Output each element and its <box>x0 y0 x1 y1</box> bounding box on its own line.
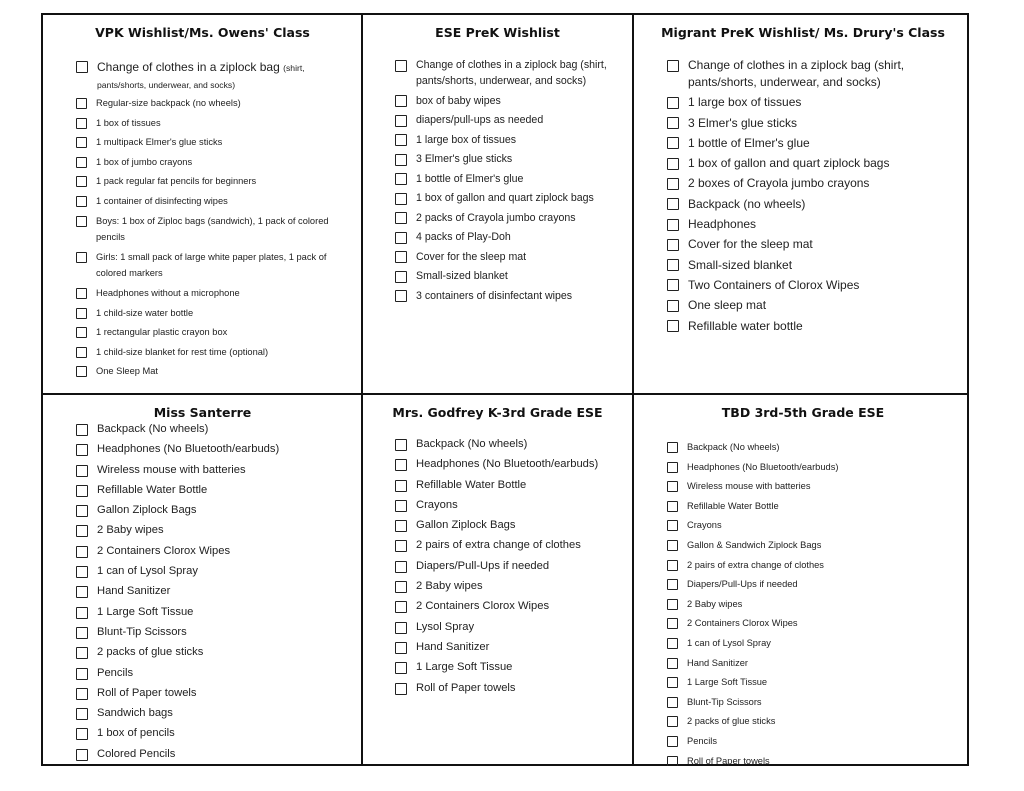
item-label: 2 pairs of extra change of clothes <box>687 559 824 570</box>
list-item <box>395 620 624 636</box>
checkbox[interactable] <box>395 251 407 263</box>
checkbox[interactable] <box>76 216 87 227</box>
list-item <box>667 135 957 152</box>
checkbox[interactable] <box>76 366 87 377</box>
checkbox[interactable] <box>76 347 87 358</box>
item-label: 2 pairs of extra change of clothes <box>416 539 581 552</box>
item-label: One Sleep Mat <box>96 366 159 377</box>
checkbox[interactable] <box>667 579 678 590</box>
list-vpk <box>43 15 361 393</box>
list-item <box>395 498 624 514</box>
item-label: Headphones <box>688 217 757 232</box>
item-label: Backpack (No wheels) <box>97 423 209 435</box>
checkbox[interactable] <box>395 232 407 244</box>
checkbox[interactable] <box>667 481 678 492</box>
item-label: 1 pack regular fat pencils for beginners <box>96 176 257 187</box>
checkbox[interactable] <box>395 95 407 107</box>
item-label: 2 Baby wipes <box>97 524 164 537</box>
list-item <box>395 229 624 245</box>
item-label: Sandwich bags <box>97 707 173 720</box>
checkbox[interactable] <box>667 697 678 708</box>
list-item <box>667 498 957 515</box>
item-label: 1 multipack Elmer's glue sticks <box>96 137 223 148</box>
checkbox[interactable] <box>667 117 679 129</box>
list-item <box>76 59 347 93</box>
item-label: 3 containers of disinfectant wipes <box>416 289 573 302</box>
item-label: Small-sized blanket <box>688 257 793 272</box>
checkbox[interactable] <box>76 252 87 263</box>
item-label: Roll of Paper towels <box>687 755 770 766</box>
checkbox[interactable] <box>667 520 678 531</box>
list-item <box>667 459 957 476</box>
checkbox[interactable] <box>667 97 679 109</box>
checkbox[interactable] <box>395 500 407 512</box>
item-label: 4 packs of Play-Doh <box>416 231 511 244</box>
item-label: diapers/pull-ups as needed <box>416 114 544 127</box>
list-item <box>395 249 624 265</box>
checkbox[interactable] <box>395 622 407 634</box>
list-item <box>395 171 624 187</box>
item-label: Backpack (no wheels) <box>688 196 806 211</box>
list-item <box>667 694 957 711</box>
item-label: Gallon Ziplock Bags <box>97 504 197 517</box>
list-item <box>76 193 347 210</box>
list-item <box>76 544 347 560</box>
item-label: 2 Containers Clorox Wipes <box>687 618 798 629</box>
checklist <box>395 57 624 304</box>
list-item <box>76 564 347 580</box>
list-item <box>76 483 347 499</box>
item-label: 2 packs of glue sticks <box>687 716 776 727</box>
checkbox[interactable] <box>76 728 88 740</box>
checkbox[interactable] <box>667 239 679 251</box>
checkbox[interactable] <box>76 749 88 761</box>
list-item <box>395 210 624 226</box>
checkbox[interactable] <box>76 327 87 338</box>
checklist <box>76 422 347 763</box>
list-item <box>76 523 347 539</box>
item-label: Pencils <box>97 666 134 679</box>
checkbox[interactable] <box>667 442 678 453</box>
item-label: 1 box of jumbo crayons <box>96 156 193 167</box>
item-label: 1 bottle of Elmer's glue <box>416 172 524 185</box>
list-item <box>667 236 957 253</box>
list-item <box>667 318 957 335</box>
checkbox[interactable] <box>76 505 88 517</box>
list-item <box>667 57 957 91</box>
checkbox[interactable] <box>76 98 87 109</box>
list-item <box>395 93 624 109</box>
item-label: 2 packs of glue sticks <box>97 646 204 659</box>
list-item <box>667 674 957 691</box>
checkbox[interactable] <box>395 642 407 654</box>
list-item <box>76 115 347 132</box>
checkbox[interactable] <box>667 137 679 149</box>
list-item <box>76 645 347 661</box>
list-item <box>76 747 347 763</box>
item-label: Cover for the sleep mat <box>416 250 527 263</box>
checkbox[interactable] <box>76 688 88 700</box>
item-label: 2 boxes of Crayola jumbo crayons <box>688 176 870 191</box>
item-label: Diapers/Pull-Ups if needed <box>687 579 798 590</box>
checkbox[interactable] <box>76 444 88 456</box>
item-label: 1 Large Soft Tissue <box>416 661 513 674</box>
list-title: VPK Wishlist/Ms. Owens' Class <box>95 25 310 40</box>
checklist <box>667 439 957 766</box>
checklist <box>667 57 957 335</box>
checkbox[interactable] <box>667 638 678 649</box>
item-label: Gallon & Sandwich Ziplock Bags <box>687 539 822 550</box>
list-item <box>76 726 347 742</box>
checkbox[interactable] <box>76 708 88 720</box>
item-label: Headphones without a microphone <box>96 287 240 298</box>
item-label: Pencils <box>687 735 717 746</box>
checkbox[interactable] <box>395 115 407 127</box>
checkbox[interactable] <box>395 581 407 593</box>
item-label: Headphones (No Bluetooth/earbuds) <box>687 461 839 472</box>
item-label: Hand Sanitizer <box>416 640 490 653</box>
checkbox[interactable] <box>667 501 678 512</box>
list-item <box>76 285 347 302</box>
item-label: Blunt-Tip Scissors <box>97 625 187 638</box>
item-label: 1 box of gallon and quart ziplock bags <box>416 192 594 205</box>
item-label: Backpack (No wheels) <box>416 438 528 450</box>
list-item <box>76 344 347 361</box>
item-label: 1 large box of tissues <box>416 133 517 146</box>
item-label: 1 Large Soft Tissue <box>687 677 768 688</box>
checkbox[interactable] <box>76 668 88 680</box>
list-item <box>76 442 347 458</box>
checkbox[interactable] <box>667 736 678 747</box>
item-label: Hand Sanitizer <box>97 585 171 598</box>
list-item <box>76 605 347 621</box>
list-item <box>667 596 957 613</box>
item-label: 2 packs of Crayola jumbo crayons <box>416 211 576 224</box>
list-item <box>667 297 957 314</box>
list-title: Mrs. Godfrey K-3rd Grade ESE <box>392 405 603 420</box>
item-label: Refillable Water Bottle <box>97 483 208 496</box>
item-label: Boys: 1 box of Ziploc bags (sandwich), 1 pack of colored pencils <box>96 215 329 243</box>
item-label: 1 Large Soft Tissue <box>97 605 194 618</box>
item-label: One sleep mat <box>688 298 767 313</box>
item-label: 1 box of pencils <box>97 727 175 740</box>
checkbox[interactable] <box>395 683 407 695</box>
checkbox[interactable] <box>76 627 88 639</box>
checklist <box>76 59 347 380</box>
list-item <box>395 599 624 615</box>
list-item <box>76 95 347 112</box>
checkbox[interactable] <box>395 134 407 146</box>
item-label: Change of clothes in a ziplock bag (shirt, pants/shorts, underwear, and socks) <box>688 58 905 89</box>
checkbox[interactable] <box>76 61 88 73</box>
list-item <box>395 640 624 656</box>
checkbox[interactable] <box>76 288 87 299</box>
item-label: 1 rectangular plastic crayon box <box>96 327 228 338</box>
list-item <box>667 277 957 294</box>
list-item <box>76 706 347 722</box>
item-label: Roll of Paper towels <box>416 681 516 694</box>
checkbox[interactable] <box>76 176 87 187</box>
list-item <box>667 175 957 192</box>
checkbox[interactable] <box>76 485 88 497</box>
item-label: Crayons <box>687 520 722 531</box>
checkbox[interactable] <box>395 520 407 532</box>
item-label: 2 Containers Clorox Wipes <box>416 600 550 613</box>
list-item <box>395 579 624 595</box>
item-label: 1 can of Lysol Spray <box>687 637 771 648</box>
list-item <box>395 112 624 128</box>
checkbox[interactable] <box>395 173 407 185</box>
item-label: 2 Baby wipes <box>687 598 743 609</box>
list-item <box>395 478 624 494</box>
checkbox[interactable] <box>667 219 679 231</box>
item-label: Two Containers of Clorox Wipes <box>688 277 860 292</box>
list-tbd-3rd-5th <box>634 395 969 766</box>
checklist <box>395 437 624 696</box>
item-label: Refillable Water Bottle <box>687 500 779 511</box>
wishlist-grid <box>41 13 969 766</box>
list-item <box>76 363 347 380</box>
list-item <box>76 625 347 641</box>
checkbox[interactable] <box>76 308 87 319</box>
list-item <box>667 753 957 767</box>
checkbox[interactable] <box>395 271 407 283</box>
checkbox[interactable] <box>667 677 678 688</box>
item-label: 1 container of disinfecting wipes <box>96 195 228 206</box>
item-label: 2 Baby wipes <box>416 580 483 593</box>
item-label-detail: (shirt, pants/shorts, underwear, and socks) <box>97 63 305 90</box>
checkbox[interactable] <box>667 658 678 669</box>
list-item <box>667 713 957 730</box>
list-item <box>76 422 347 438</box>
checkbox[interactable] <box>76 546 88 558</box>
item-label: 3 Elmer's glue sticks <box>688 115 797 130</box>
item-label: 1 box of gallon and quart ziplock bags <box>688 156 890 171</box>
list-item <box>667 439 957 456</box>
list-item <box>76 154 347 171</box>
list-item <box>76 324 347 341</box>
list-item <box>76 305 347 322</box>
list-mrs-godfrey <box>363 395 632 766</box>
item-label: Change of clothes in a ziplock bag <box>97 60 284 74</box>
item-label: Crayons <box>416 498 458 511</box>
checkbox[interactable] <box>667 279 679 291</box>
list-ese-prek <box>363 15 632 393</box>
list-title: ESE PreK Wishlist <box>435 25 560 40</box>
item-label: 1 box of tissues <box>96 117 161 128</box>
list-item <box>76 503 347 519</box>
checkbox[interactable] <box>667 60 679 72</box>
checkbox[interactable] <box>667 320 679 332</box>
item-label: 1 bottle of Elmer's glue <box>688 135 810 150</box>
checkbox[interactable] <box>667 756 678 767</box>
list-item <box>395 190 624 206</box>
list-item <box>667 655 957 672</box>
checkbox[interactable] <box>667 198 679 210</box>
list-title: TBD 3rd-5th Grade ESE <box>721 405 885 420</box>
item-label: Backpack (No wheels) <box>687 442 780 452</box>
list-item <box>395 559 624 575</box>
list-item <box>667 115 957 132</box>
checkbox[interactable] <box>76 607 88 619</box>
item-label: box of baby wipes <box>416 94 501 107</box>
checkbox[interactable] <box>395 439 407 451</box>
checkbox[interactable] <box>76 137 87 148</box>
list-item <box>76 686 347 702</box>
list-title: Miss Santerre <box>153 405 252 420</box>
checkbox[interactable] <box>667 462 678 473</box>
checkbox[interactable] <box>76 525 88 537</box>
checkbox[interactable] <box>395 290 407 302</box>
checkbox[interactable] <box>395 662 407 674</box>
checkbox[interactable] <box>667 560 678 571</box>
list-miss-santerre <box>43 395 361 766</box>
item-label: 1 large box of tissues <box>688 95 802 110</box>
checkbox[interactable] <box>76 586 88 598</box>
checkbox[interactable] <box>667 599 678 610</box>
list-item <box>667 576 957 593</box>
checkbox[interactable] <box>667 540 678 551</box>
item-label: Regular-size backpack (no wheels) <box>96 98 241 108</box>
list-item <box>667 635 957 652</box>
list-item <box>667 196 957 213</box>
item-label: 2 Containers Clorox Wipes <box>97 544 231 557</box>
checkbox[interactable] <box>76 465 88 477</box>
item-label: Diapers/Pull-Ups if needed <box>416 559 550 572</box>
list-item <box>395 57 624 90</box>
list-item <box>76 173 347 190</box>
list-item <box>395 538 624 554</box>
list-item <box>667 557 957 574</box>
list-item <box>76 463 347 479</box>
list-item <box>667 537 957 554</box>
checkbox[interactable] <box>76 157 87 168</box>
list-item <box>395 132 624 148</box>
list-item <box>667 216 957 233</box>
checkbox[interactable] <box>395 459 407 471</box>
item-label: Wireless mouse with batteries <box>97 463 246 476</box>
list-item <box>76 584 347 600</box>
list-item <box>76 134 347 151</box>
checkbox[interactable] <box>667 259 679 271</box>
item-label: 1 child-size water bottle <box>96 307 194 318</box>
list-item <box>395 437 624 453</box>
list-item <box>76 213 347 246</box>
item-label: Change of clothes in a ziplock bag (shirt, pants/shorts, underwear, and socks) <box>416 59 607 88</box>
item-label: Blunt-Tip Scissors <box>687 696 762 707</box>
item-label: Headphones (No Bluetooth/earbuds) <box>97 443 280 456</box>
list-item <box>395 288 624 304</box>
checkbox[interactable] <box>667 178 679 190</box>
checkbox[interactable] <box>76 196 87 207</box>
item-label: Wireless mouse with batteries <box>687 481 811 492</box>
item-label: Girls: 1 small pack of large white paper plates, 1 pack of colored markers <box>96 251 327 279</box>
list-item <box>667 615 957 632</box>
list-item <box>395 681 624 697</box>
item-label: Colored Pencils <box>97 747 176 760</box>
list-item <box>667 257 957 274</box>
list-item <box>395 518 624 534</box>
checkbox[interactable] <box>395 212 407 224</box>
checkbox[interactable] <box>76 424 88 436</box>
checkbox[interactable] <box>395 540 407 552</box>
list-migrant-prek <box>634 15 969 393</box>
list-item <box>395 268 624 284</box>
item-label: Gallon Ziplock Bags <box>416 519 516 532</box>
checkbox[interactable] <box>395 60 407 72</box>
checkbox[interactable] <box>395 480 407 492</box>
item-label: Roll of Paper towels <box>97 686 197 699</box>
item-label: Hand Sanitizer <box>687 657 748 668</box>
item-label: 1 can of Lysol Spray <box>97 565 198 578</box>
checkbox[interactable] <box>76 118 87 129</box>
item-label: Small-sized blanket <box>416 270 508 283</box>
checkbox[interactable] <box>667 300 679 312</box>
checkbox[interactable] <box>667 716 678 727</box>
checkbox[interactable] <box>395 193 407 205</box>
list-item <box>76 666 347 682</box>
item-label: 1 child-size blanket for rest time (optional) <box>96 346 269 357</box>
list-item <box>667 155 957 172</box>
item-label: Lysol Spray <box>416 620 475 633</box>
item-label: Cover for the sleep mat <box>688 237 813 252</box>
list-item <box>667 733 957 750</box>
list-item <box>76 249 347 282</box>
checkbox[interactable] <box>76 647 88 659</box>
list-title: Migrant PreK Wishlist/ Ms. Drury's Class <box>661 25 945 40</box>
item-label: Headphones (No Bluetooth/earbuds) <box>416 458 599 471</box>
list-item <box>395 457 624 473</box>
checkbox[interactable] <box>395 601 407 613</box>
item-label: 3 Elmer's glue sticks <box>416 153 513 166</box>
item-label: Refillable Water Bottle <box>416 478 527 491</box>
list-item <box>667 517 957 534</box>
checkbox[interactable] <box>395 561 407 573</box>
list-item <box>667 478 957 495</box>
checkbox[interactable] <box>667 158 679 170</box>
item-label: Refillable water bottle <box>688 318 803 333</box>
checkbox[interactable] <box>76 566 88 578</box>
checkbox[interactable] <box>395 154 407 166</box>
checkbox[interactable] <box>667 618 678 629</box>
list-item <box>395 660 624 676</box>
list-item <box>395 151 624 167</box>
list-item <box>667 94 957 111</box>
